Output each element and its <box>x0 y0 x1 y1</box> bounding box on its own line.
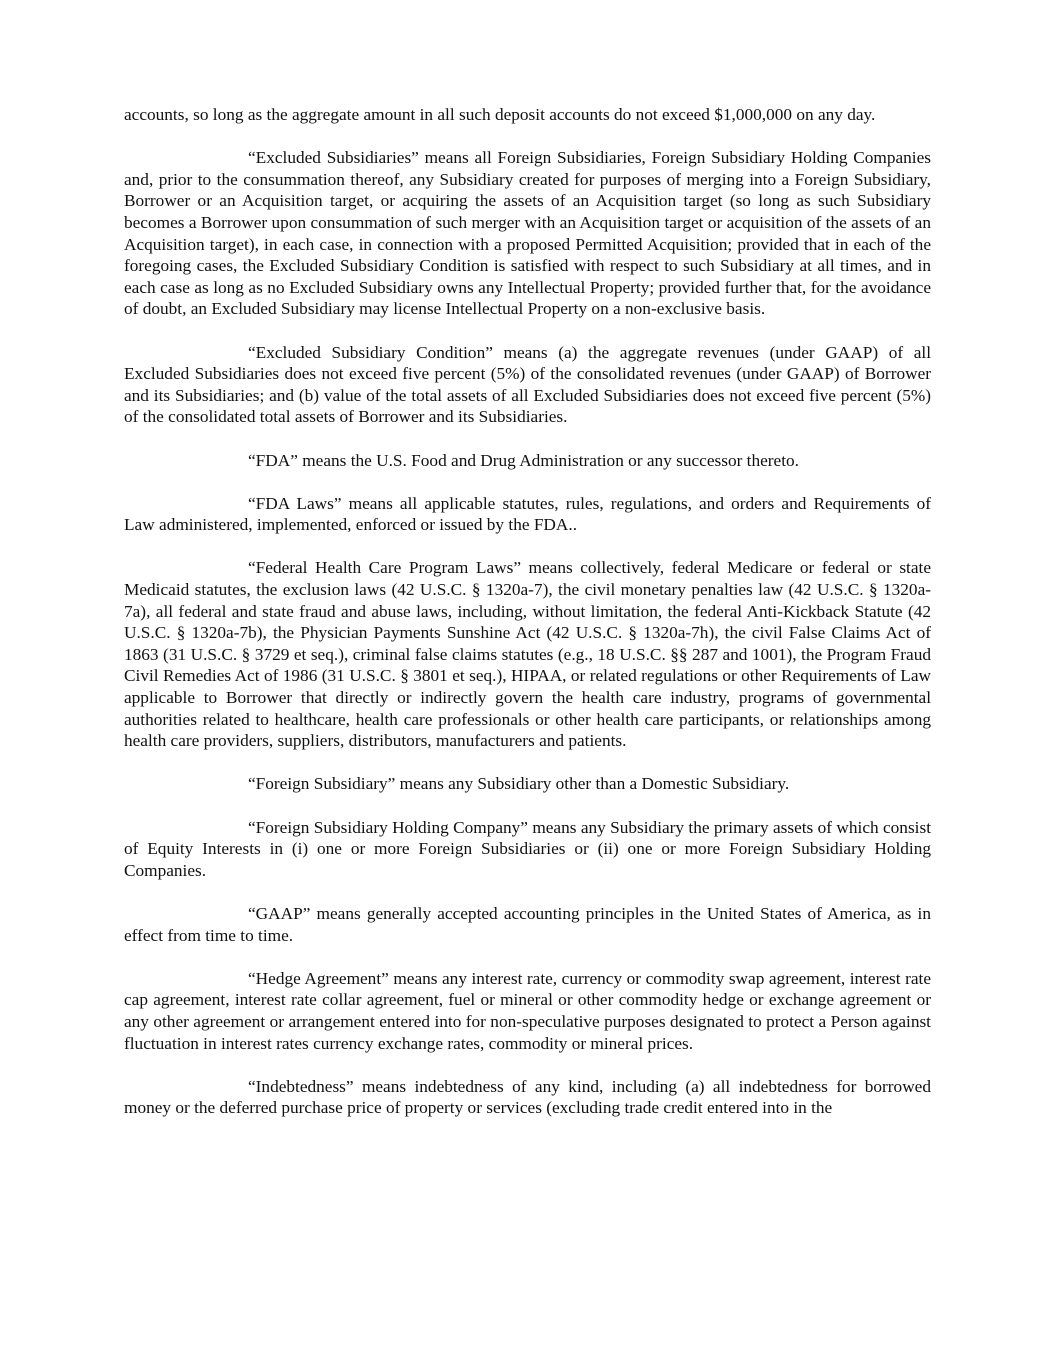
definition-federal-health-care-program-laws: “Federal Health Care Program Laws” means collectively, federal Medicare or federal or state Medicaid statutes, the exclusion laws (42 U.S.C. § 1320a-7), the civil monetary penalties law (42 U.S.C. § 1320a-7a), all federal and state fraud and abuse laws, including, without limitation, the federal Anti-Kickback Statute (42 U.S.C. § 1320a-7b), the Physician Payments Sunshine Act (42 U.S.C. § 1320a-7h), the civil False Claims Act of 1863 (31 U.S.C. § 3729 et seq.), criminal false claims statutes (e.g., 18 U.S.C. §§ 287 and 1001), the Program Fraud Civil Remedies Act of 1986 (31 U.S.C. § 3801 et seq.), HIPAA, or related regulations or other Requirements of Law applicable to Borrower that directly or indirectly govern the health care industry, programs of governmental authorities related to healthcare, health care professionals or other health care participants, or relationships among health care providers, suppliers, distributors, manufacturers and patients. <box>124 558 931 751</box>
definition-foreign-subsidiary: “Foreign Subsidiary” means any Subsidiary other than a Domestic Subsidiary. <box>248 774 790 794</box>
definition-foreign-subsidiary-holding-company: “Foreign Subsidiary Holding Company” means any Subsidiary the primary assets of which consist of Equity Interests in (i) one or more Foreign Subsidiaries or (ii) one or more Foreign Subsidiary Holding Companies. <box>124 817 931 880</box>
definition-excluded-subsidiary-condition: “Excluded Subsidiary Condition” means (a) the aggregate revenues (under GAAP) of all Excluded Subsidiaries does not exceed five percent (5%) of the consolidated revenues (under GAAP) of Borrower and its Subsidiaries; and (b) value of the total assets of all Excluded Subsidiaries does not exceed five percent (5%) of the consolidated total assets of Borrower and its Subsidiaries. <box>124 342 931 427</box>
definition-excluded-subsidiaries: “Excluded Subsidiaries” means all Foreign Subsidiaries, Foreign Subsidiary Holding Companies and, prior to the consummation thereof, any Subsidiary created for purposes of merging into a Foreign Subsidiary, Borrower or an Acquisition target, or acquiring the assets of an Acquisition target (so long as such Subsidiary becomes a Borrower upon consummation of such merger with an Acquisition target or acquisition of the assets of an Acquisition target), in each case, in connection with a proposed Permitted Acquisition; provided that in each of the foregoing cases, the Excluded Subsidiary Condition is satisfied with respect to such Subsidiary at all times, and in each case as long as no Excluded Subsidiary owns any Intellectual Property; provided further that, for the avoidance of doubt, an Excluded Subsidiary may license Intellectual Property on a non-exclusive basis. <box>124 148 931 319</box>
definition-gaap: “GAAP” means generally accepted accounting principles in the United States of America, as in effect from time to time. <box>124 903 931 945</box>
definition-fda-laws: “FDA Laws” means all applicable statutes, rules, regulations, and orders and Requirements of Law administered, implemented, enforced or issued by the FDA.. <box>124 493 931 535</box>
definition-fda: “FDA” means the U.S. Food and Drug Administration or any successor thereto. <box>248 450 799 470</box>
definition-indebtedness: “Indebtedness” means indebtedness of any kind, including (a) all indebtedness for borrowed money or the deferred purchase price of property or services (excluding trade credit entered into in the <box>124 1076 931 1118</box>
document-page <box>124 104 931 1119</box>
paragraph-deposit-accounts-continuation: accounts, so long as the aggregate amount in all such deposit accounts do not exceed $1,000,000 on any day. <box>124 105 876 124</box>
definition-hedge-agreement: “Hedge Agreement” means any interest rate, currency or commodity swap agreement, interest rate cap agreement, interest rate collar agreement, fuel or mineral or other commodity hedge or exchange agreement or any other agreement or arrangement entered into for non-speculative purposes designated to protect a Person against fluctuation in interest rates currency exchange rates, commodity or mineral prices. <box>124 968 931 1053</box>
